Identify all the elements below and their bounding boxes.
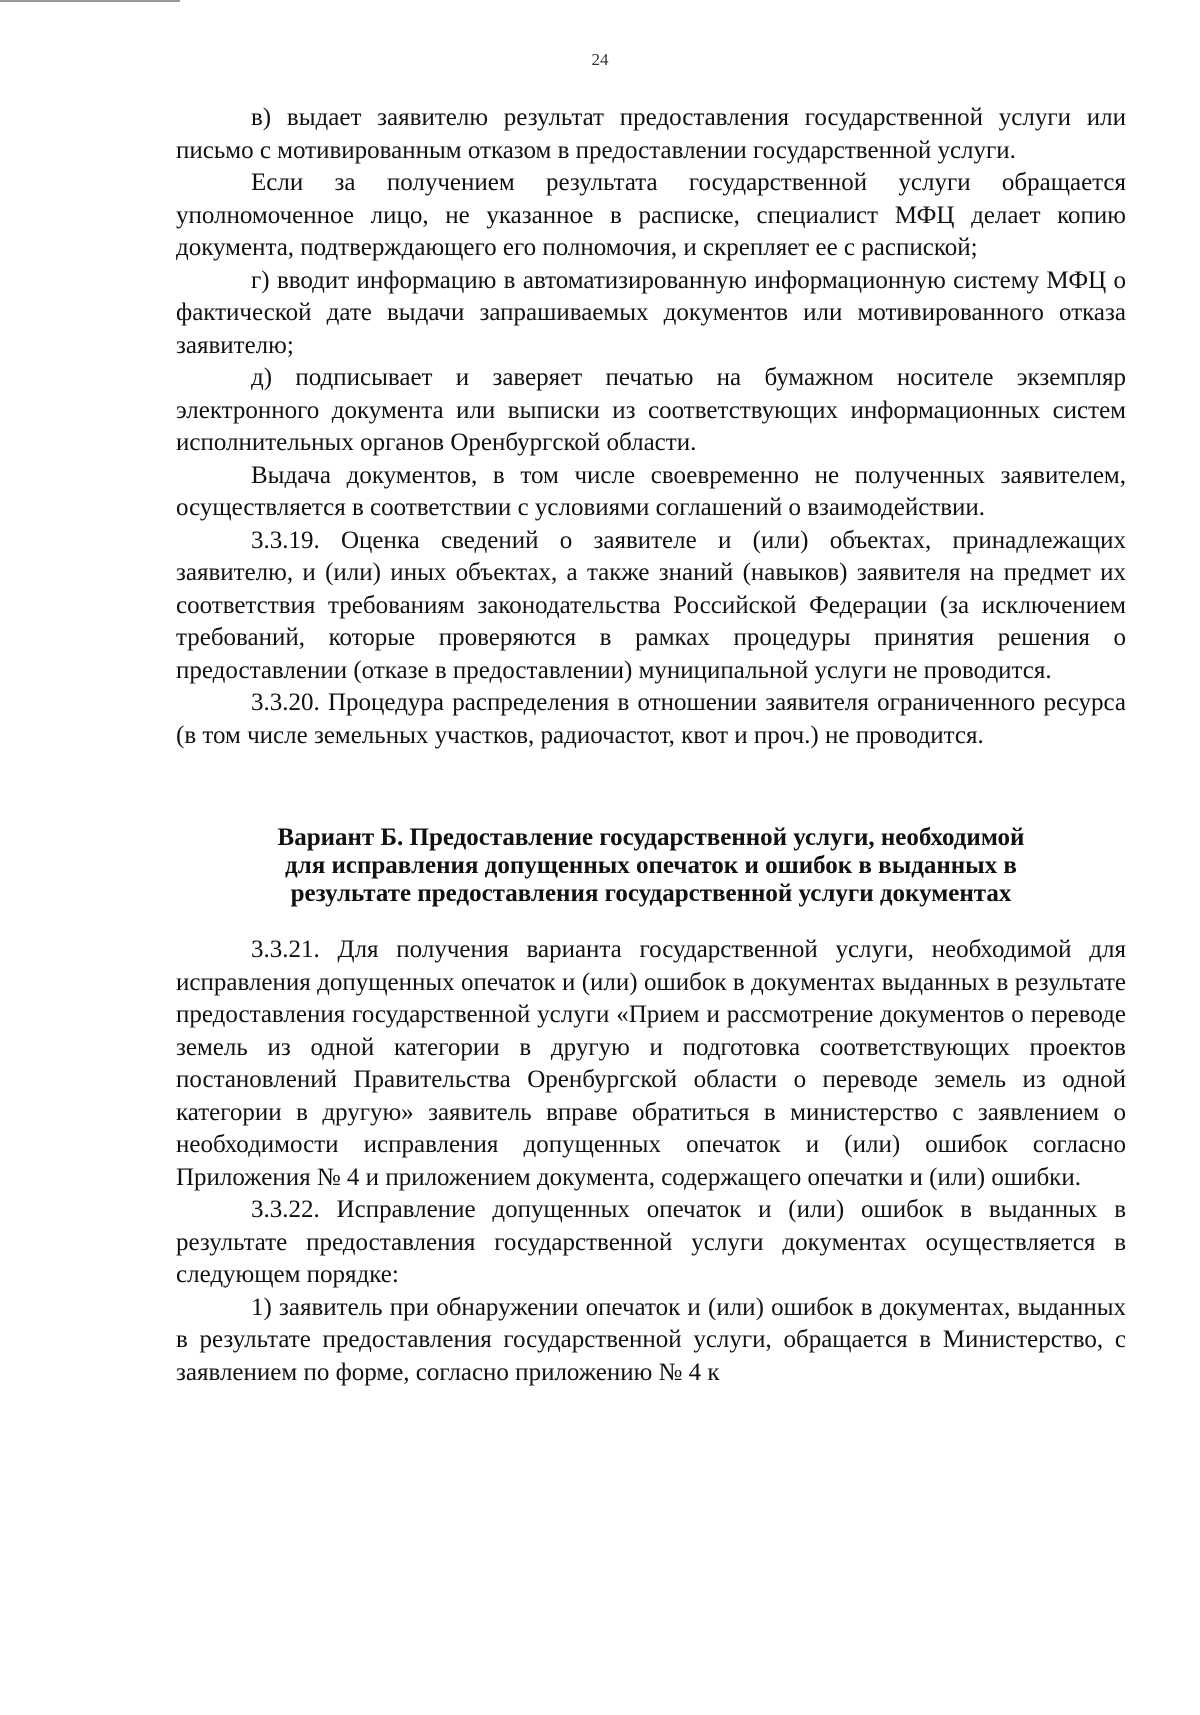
paragraph-issue-result: в) выдает заявителю результат предоставления государственной услуги или письмо с мотивированным отказом в предоставлении государственной услуги. — [176, 104, 1126, 164]
document-page — [176, 102, 1126, 1389]
paragraph-3-3-22: 3.3.22. Исправление допущенных опечаток и (или) ошибок в выданных в результате предоставления государственной услуги документах осуществляется в следующем порядке: — [176, 1196, 1126, 1288]
paragraph-3-3-19: 3.3.19. Оценка сведений о заявителе и (или) объектах, принадлежащих заявителю, и (или) иных объектах, а также знаний (навыков) заявителя на предмет их соответствия требованиям законодательства Российской Федерации (за исключением требований, которые проверяются в рамках процедуры принятия решения о предоставлении (отказе в предоставлении) муниципальной услуги не проводится. — [176, 526, 1126, 684]
paragraph-step-1: 1) заявитель при обнаружении опечаток и (или) ошибок в документах, выданных в результате предоставления государственной услуги, обращается в Министерство, с заявлением по форме, согласно приложению № 4 к — [176, 1293, 1126, 1386]
heading-line-2: для исправления допущенных опечаток и ошибок в выданных в — [285, 852, 1017, 879]
paragraph-sign-and-certify: д) подписывает и заверяет печатью на бумажном носителе экземпляр электронного документа или выписки из соответствующих информационных систем исполнительных органов Оренбургской области. — [176, 364, 1126, 456]
paragraph-authorized-person: Если за получением результата государственной услуги обращается уполномоченное лицо, не указанное в расписке, специалист МФЦ делает копию документа, подтверждающего его полномочия, и скрепляет ее с распиской; — [176, 169, 1126, 261]
paragraph-3-3-21: 3.3.21. Для получения варианта государственной услуги, необходимой для исправления допущенных опечаток и (или) ошибок в документах выданных в результате предоставления государственной услуги «Прием и рассмотрение документов о переводе земель из одной категории в другую и подготовка соответствующих проектов постановлений Правительства Оренбургской области о переводе земель из одной категории в другую» заявитель вправе обратиться в министерство с заявлением о необходимости исправления допущенных опечаток и (или) ошибок согласно Приложения № 4 и приложением документа, содержащего опечатки и (или) ошибки. — [176, 936, 1126, 1191]
paragraph-issuance-of-documents: Выдача документов, в том числе своевременно не полученных заявителем, осуществляется в соответствии с условиями соглашений о взаимодействии. — [176, 461, 1126, 521]
paragraph-3-3-20: 3.3.20. Процедура распределения в отношении заявителя ограниченного ресурса (в том числе земельных участков, радиочастот, квот и проч.) не проводится. — [176, 689, 1126, 749]
heading-line-3: результате предоставления государственной услуги документах — [290, 880, 1012, 907]
heading-line-1: Вариант Б. Предоставление государственной услуги, необходимой — [277, 824, 1025, 851]
paragraph-enter-information: г) вводит информацию в автоматизированную информационную систему МФЦ о фактической дате выдачи запрашиваемых документов или мотивированного отказа заявителю; — [176, 266, 1126, 359]
scan-edge-line — [0, 0, 180, 2]
page-number: 24 — [591, 50, 609, 69]
section-heading-variant-b — [176, 824, 1126, 908]
